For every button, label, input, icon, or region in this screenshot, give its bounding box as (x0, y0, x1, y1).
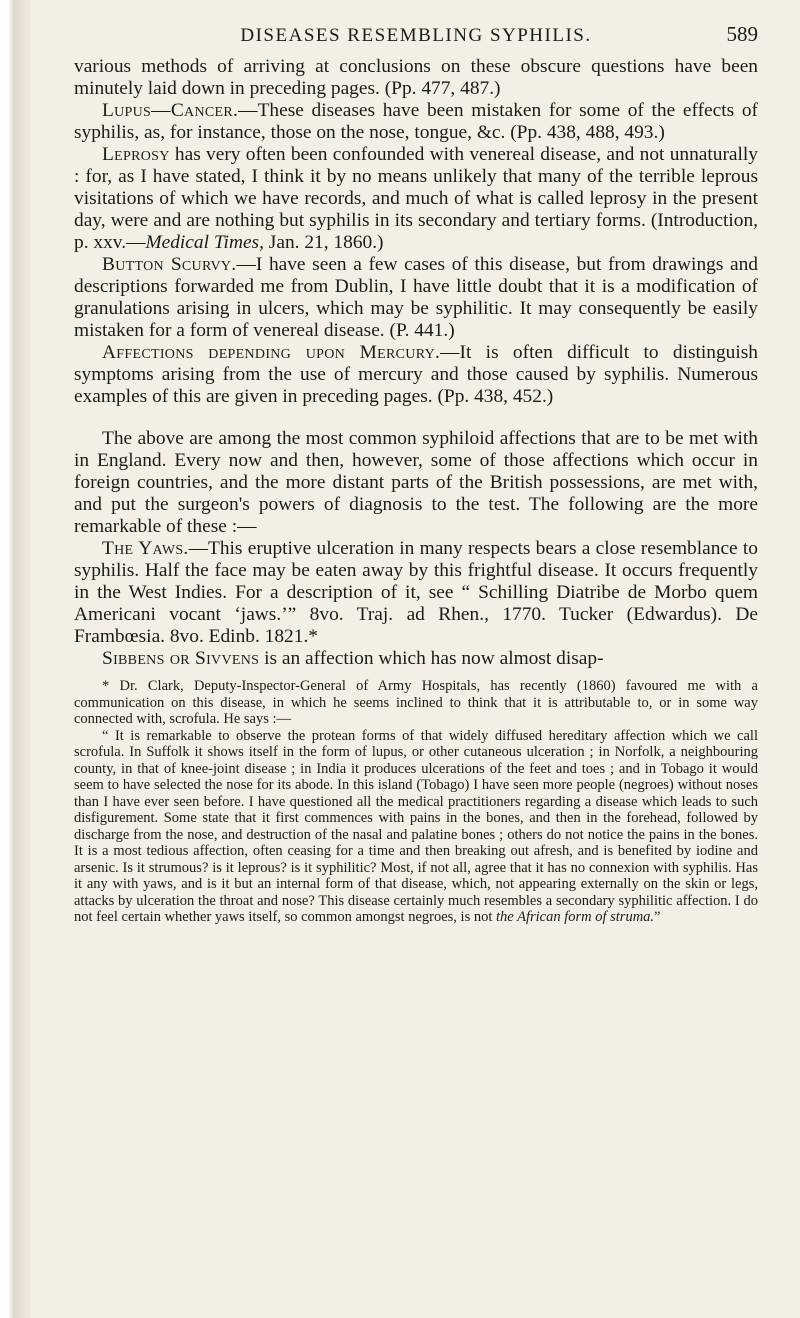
paragraph-text: has very often been confounded with venereal disease, and not unnaturally : for, as I have stated, I think it by no means unlikely that many of the terrible leprous visitations of which we have records, and much of what is called leprosy in the present day, were and are nothing but syphilis in its secondary and tertiary forms. (Introduction, p. xxv.— (74, 144, 758, 253)
page-header (74, 20, 758, 50)
footnote (74, 678, 758, 926)
paragraph-text: is an affection which has now almost disap- (259, 648, 604, 669)
page-number: 589 (726, 22, 758, 46)
paragraph-mercury (74, 342, 758, 408)
section-heading-leprosy: Leprosy (102, 144, 170, 165)
paragraph-button-scurvy (74, 254, 758, 342)
footnote-intro (74, 678, 758, 728)
paragraph-gap (74, 408, 758, 428)
paragraph-intro (74, 56, 758, 100)
footnote-text: “ It is remarkable to observe the protean forms of that widely diffused hereditary affection which we call scrofula. In Suffolk it shows itself in the form of lupus, or other cutaneous ulceration ; in Norfolk, a neighbouring county, in that of knee-joint disease ; in India it produces ulcerations of the feet and toes ; and in Tobago it would seem to have selected the nose for its abode. In this island (Tobago) I have seen more people (negroes) without noses than I have ever seen before. I have questioned all the medical practitioners regarding a disease which leads to such disfigurement. Some state that it first commences with pains in the bones, and then in the forehead, followed by discharge from the nose, and destruction of the nasal and palatine bones ; others do not notice the pains in the bones. It is a most tedious affection, often ceasing for a time and then breaking out afresh, and is benefited by iodine and arsenic. Is it strumous? is it leprous? is it syphilitic? Most, if not all, agree that it has no connexion with syphilis. Has it any with yaws, and is it but an internal form of that disease, which, not appearing externally on the skin or legs, attacks by ulceration the throat and nose? This disease certainly much resembles a secondary syphilitic affection. I do not feel certain whether yaws itself, so common amongst negroes, is not (74, 727, 758, 925)
paragraph-text: The above are among the most common syphiloid affections that are to be met with in England. Every now and then, however, some of those affections which occur in foreign countries, and the more distant parts of the British possessions, are met with, and put the surgeon's powers of diagnosis to the test. The following are the more remarkable of these :— (74, 428, 758, 537)
paragraph-yaws (74, 538, 758, 648)
footnote-text: ” (654, 909, 661, 925)
footnote-quote (74, 728, 758, 926)
journal-title: Medical Times, (145, 232, 264, 253)
paragraph-text: —These diseases have been mistaken for some of the effects of syphilis, as, for instance, those on the nose, tongue, &c. (Pp. 438, 488, 493.) (74, 100, 758, 143)
paragraph-text: —I have seen a few cases of this disease, but from drawings and descriptions forwarded me from Dublin, I have little doubt that it is a modification of granulations arising in ulcers, which may be syphilitic. It may consequently be easily mistaken for a form of venereal disease. (P. 441.) (74, 254, 758, 341)
section-heading-mercury: Affections depending upon Mercury. (102, 342, 441, 363)
footnote-italic: the African form of struma. (496, 909, 655, 925)
section-heading-button-scurvy: Button Scurvy. (102, 254, 237, 275)
page-gutter (0, 0, 30, 1318)
running-head: DISEASES RESEMBLING SYPHILIS. (240, 25, 592, 46)
section-heading-lupus: Lupus—Cancer. (102, 100, 239, 121)
paragraph-text: —It is often difficult to distinguish symptoms arising from the use of mercury and those caused by syphilis. Numerous examples of this are given in preceding pages. (Pp. 438, 452.) (74, 342, 758, 407)
paragraph-text: —This eruptive ulceration in many respects bears a close resemblance to syphilis. Half the face may be eaten away by this frightful disease. It occurs frequently in the West Indies. For a description of it, see “ Schilling Diatribe de Morbo quem Americani vocant ‘jaws.’” 8vo. Traj. ad Rhen., 1770. Tucker (Edwardus). De Frambœsia. 8vo. Edinb. 1821.* (74, 538, 758, 647)
paragraph-lupus (74, 100, 758, 144)
section-heading-sibbens: Sibbens or Sivvens (102, 648, 260, 669)
footnote-text: * Dr. Clark, Deputy-Inspector-General of Army Hospitals, has recently (1860) favoured me with a communication on this disease, in which he seems inclined to think that it is attributable to, or in some way connected with, scrofula. He says :— (74, 678, 758, 727)
page-body (74, 56, 758, 926)
paragraph-sibbens (74, 648, 758, 670)
paragraph-leprosy (74, 144, 758, 254)
paragraph-summary (74, 428, 758, 538)
paragraph-text: various methods of arriving at conclusions on these obscure questions have been minutely laid down in preceding pages. (Pp. 477, 487.) (74, 56, 758, 99)
paragraph-text: Jan. 21, 1860.) (263, 232, 384, 253)
section-heading-yaws: The Yaws. (102, 538, 189, 559)
